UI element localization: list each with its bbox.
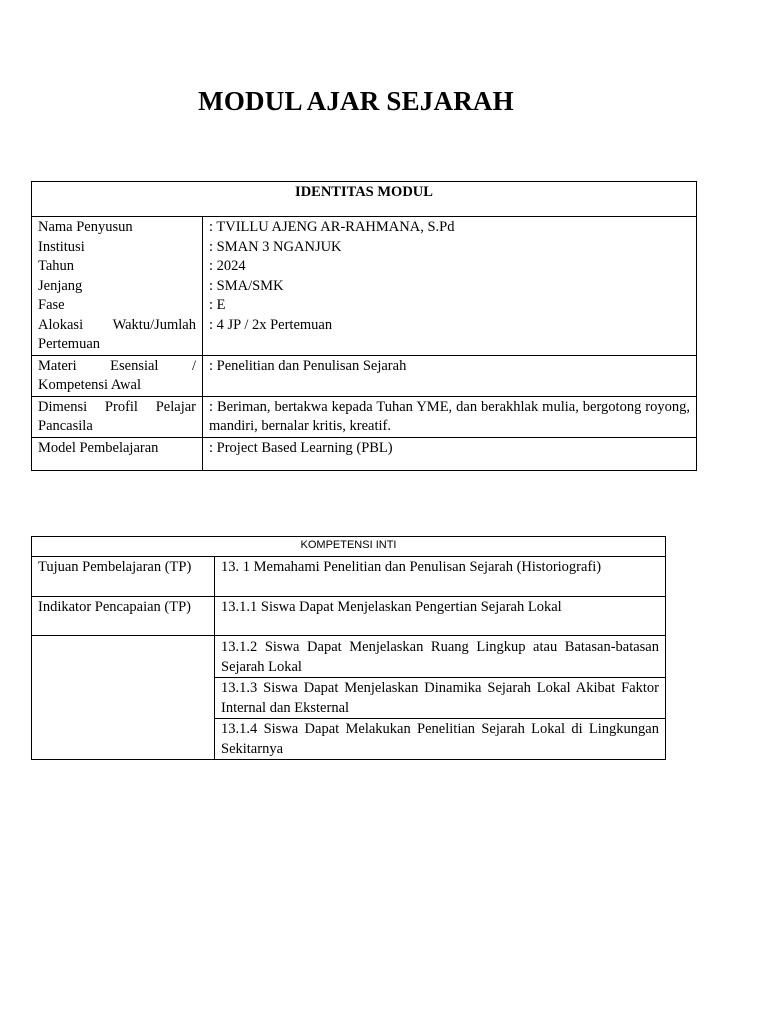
- table-row: [32, 636, 666, 678]
- indikator-value-4: 13.1.4 Siswa Dapat Melakukan Penelitian Sejarah Lokal di Lingkungan Sekitarnya: [215, 719, 666, 760]
- indikator-label: Indikator Pencapaian (TP): [32, 597, 215, 636]
- table-row: [32, 437, 697, 470]
- value-jenjang: : SMA/SMK: [209, 277, 284, 294]
- materi-label: Materi Esensial / Kompetensi Awal: [32, 355, 203, 396]
- label-nama-penyusun: Nama Penyusun: [38, 219, 133, 235]
- model-label: Model Pembelajaran: [32, 437, 203, 470]
- label-alokasi: Alokasi Waktu/Jumlah: [38, 316, 196, 333]
- materi-value: : Penelitian dan Penulisan Sejarah: [203, 355, 697, 396]
- kompetensi-header: KOMPETENSI INTI: [32, 537, 666, 557]
- table-row: [32, 217, 697, 356]
- model-value: : Project Based Learning (PBL): [203, 437, 697, 470]
- tujuan-value: 13. 1 Memahami Penelitian dan Penulisan Sejarah (Historiografi): [215, 557, 666, 597]
- indikator-value-1: 13.1.1 Siswa Dapat Menjelaskan Pengertian Sejarah Lokal: [215, 597, 666, 636]
- dimensi-value: : Beriman, bertakwa kepada Tuhan YME, dan berakhlak mulia, bergotong royong, mandiri, bernalar kritis, kreatif.: [203, 396, 697, 437]
- identitas-header: IDENTITAS MODUL: [32, 182, 697, 217]
- label-pertemuan: Pertemuan: [38, 336, 101, 352]
- dimensi-label: Dimensi Profil Pelajar Pancasila: [32, 396, 203, 437]
- indikator-value-2: 13.1.2 Siswa Dapat Menjelaskan Ruang Lingkup atau Batasan-batasan Sejarah Lokal: [215, 636, 666, 678]
- label-fase: Fase: [38, 297, 65, 313]
- tujuan-label: Tujuan Pembelajaran (TP): [32, 557, 215, 597]
- value-institusi: : SMAN 3 NGANJUK: [209, 238, 342, 255]
- table-row: [32, 597, 666, 636]
- page-title: MODUL AJAR SEJARAH: [198, 86, 514, 116]
- value-fase: : E: [209, 297, 226, 313]
- kompetensi-inti-table: [31, 536, 666, 760]
- value-alokasi: : 4 JP / 2x Pertemuan: [209, 316, 333, 333]
- table-row: [32, 396, 697, 437]
- value-tahun: : 2024: [209, 258, 246, 274]
- label-tahun: Tahun: [38, 258, 75, 274]
- indikator-value-3: 13.1.3 Siswa Dapat Menjelaskan Dinamika Sejarah Lokal Akibat Faktor Internal dan Eksternal: [215, 678, 666, 719]
- label-institusi: Institusi: [38, 238, 85, 255]
- identitas-modul-table: [31, 181, 697, 471]
- table-row: [32, 355, 697, 396]
- info-values-cell: [203, 217, 697, 356]
- label-jenjang: Jenjang: [38, 277, 83, 294]
- indikator-empty-cell: [32, 636, 215, 760]
- table-row: [32, 557, 666, 597]
- value-nama-penyusun: : TVILLU AJENG AR-RAHMANA, S.Pd: [209, 219, 455, 235]
- info-labels-cell: [32, 217, 203, 356]
